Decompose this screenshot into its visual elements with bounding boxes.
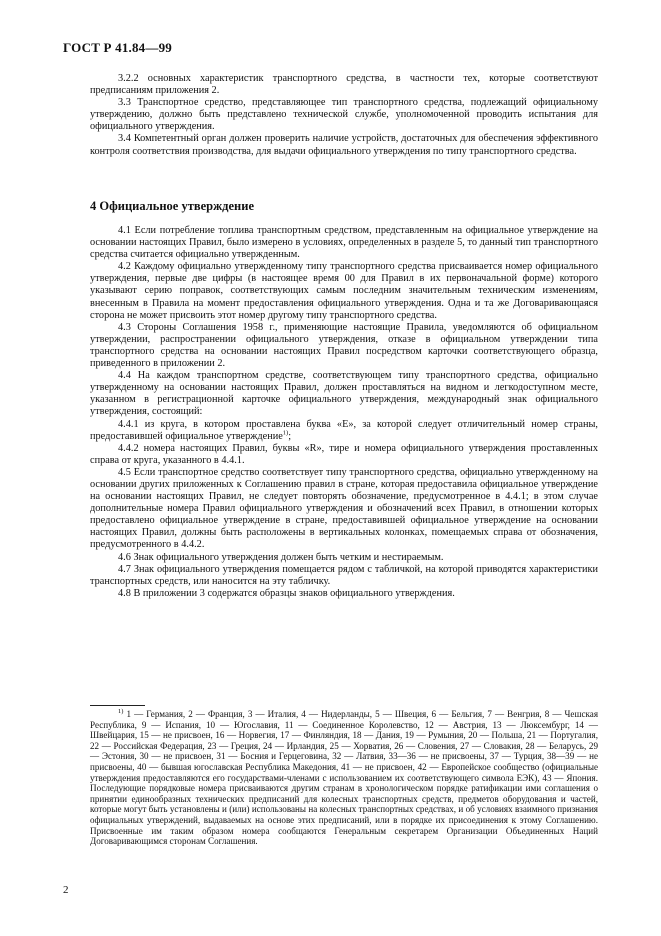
footnote xyxy=(90,709,598,847)
paragraph-4-6: 4.6 Знак официального утверждения должен быть четким и нестираемым. xyxy=(118,551,444,563)
paragraph-4-4-2: 4.4.2 номера настоящих Правил, буквы «R», тире и номера официального утверждения проставленных справа от круга, указанного в 4.4.1. xyxy=(90,442,598,466)
paragraph-4-2: 4.2 Каждому официально утвержденному типу транспортного средства присваивается номер официального утверждения, первые две цифры (в настоящее время 00 для Правил в их первоначальной форме) которого указывают серию поправок, соответствующих самым последним значительным техническим изменениям, внесенным в Правила на момент предоставления официального утверждения. Одна и та же Договаривающаяся сторона не может присвоить этот номер другому типу транспортного средства. xyxy=(90,261,598,321)
paragraph-4-1: 4.1 Если потребление топлива транспортным средством, представленным на официальное утверждение на основании настоящих Правил, было измерено в условиях, определенных в разделе 5, то данный тип транспортного средства считается официально утвержденным. xyxy=(90,225,598,261)
paragraph-3-2-2: 3.2.2 основных характеристик транспортного средства, в частности тех, которые соответствуют предписаниям приложения 2. xyxy=(90,73,598,97)
section-title: 4 Официальное утверждение xyxy=(90,199,254,213)
paragraph-4-4-1-text: 4.4.1 из круга, в котором проставлена буква «Е», за которой следует отличительный номер страны, предоставившей официальное утверждение xyxy=(90,418,598,442)
paragraph-3-4: 3.4 Компетентный орган должен проверить наличие устройств, достаточных для обеспечения эффективного контроля соответствия производства, для выдачи официального утверждения по типу транспортного средства. xyxy=(90,133,598,157)
footnote-mark: 1) xyxy=(118,707,124,715)
paragraph-4-8: 4.8 В приложении 3 содержатся образцы знаков официального утверждения. xyxy=(118,587,455,599)
paragraph-4-5: 4.5 Если транспортное средство соответствует типу транспортного средства, официально утвержденному на основании других приложенных к Соглашению правил в стране, которая предоставила официальное утверждение на основании настоящих Правил, не следует повторять обозначение, предусмотренное в 4.4.1; в этом случае дополнительные номера Правил официального утверждения и обозначений всех Правил, в отношении которых предоставлено официальное утверждение в стране, предоставившей официальное утверждение на основании настоящих Правил, должны быть расположены в вертикальных колонках, помещаемых справа от обозначения, предусмотренного в 4.4.2. xyxy=(90,466,598,551)
footnote-divider xyxy=(90,705,145,706)
footnote-ref: 1) xyxy=(282,429,289,437)
paragraph-4-4: 4.4 На каждом транспортном средстве, соответствующем типу транспортного средства, официально утвержденному на основании настоящих Правил, должен проставляться на видном и легкодоступном месте, указанном в регистрационной карточке официального утверждения, международный знак официального утверждения, состоящий: xyxy=(90,370,598,418)
document-header: ГОСТ Р 41.84—99 xyxy=(63,40,172,55)
page-number: 2 xyxy=(63,884,69,896)
paragraph-3-3: 3.3 Транспортное средство, представляющее тип транспортного средства, подлежащий официальному утверждению, должно быть представлено технической службе, уполномоченной проводить испытания для официального утверждения. xyxy=(90,97,598,133)
paragraph-4-3: 4.3 Стороны Соглашения 1958 г., применяющие настоящие Правила, уведомляются об официальном утверждении, распространении официального утверждения, отказе в официальном утверждении типа транспортного средства на основании настоящих Правил посредством карточки соответствующего образца, приведенного в приложении 2. xyxy=(90,321,598,370)
paragraph-4-7: 4.7 Знак официального утверждения помещается рядом с табличкой, на которой приводятся характеристики транспортных средств, или наносится на эту табличку. xyxy=(90,563,598,587)
top-paragraphs xyxy=(90,73,598,158)
footnote-text: 1 — Германия, 2 — Франция, 3 — Италия, 4 — Нидерланды, 5 — Швеция, 6 — Бельгия, 7 — Венгрия, 8 — Чешская Республика, 9 — Испания, 10 — Югославия, 11 — Соединенное Королевство, 12 — Австрия, 13 — Люксембург, 14 — Швейцария, 15 — не присвоен, 16 — Норвегия, 17 — Финляндия, 18 — Дания, 19 — Румыния, 20 — Польша, 21 — Португалия, 22 — Российская Федерация, 23 — Греция, 24 — Ирландия, 25 — Хорватия, 26 — Словения, 27 — Словакия, 28 — Беларусь, 29 — Эстония, 30 — не присвоен, 31 — Босния и Герцеговина, 32 — Латвия, 33—36 — не присвоены, 37 — Турция, 38—39 — не присвоены, 40 — бывшая югославская Республика Македония, 41 — не присвоен, 42 — Европейское сообщество (официальные утверждения предоставляются его государствами-членами с использованием их соответствующего символа ЕЭК), 43 — Япония. Последующие порядковые номера присваиваются другим странам в хронологическом порядке ратификации ими соглашения о принятии единообразных технических предписаний для колесных транспортных средств, предметов оборудования и частей, которые могут быть установлены и (или) использованы на колесных транспортных средствах, и об условиях взаимного признания официальных утверждений, выдаваемых на основе этих предписаний, или в порядке их присоединения к этому Соглашению. Присвоенные им таким образом номера сообщаются Генеральным секретарем Организации Объединенных Наций Договаривающимся сторонам Соглашения. xyxy=(90,709,598,847)
section-4-paragraphs xyxy=(90,225,598,600)
paragraph-4-4-1 xyxy=(90,419,598,443)
paragraph-4-4-1-end: ; xyxy=(288,430,292,442)
